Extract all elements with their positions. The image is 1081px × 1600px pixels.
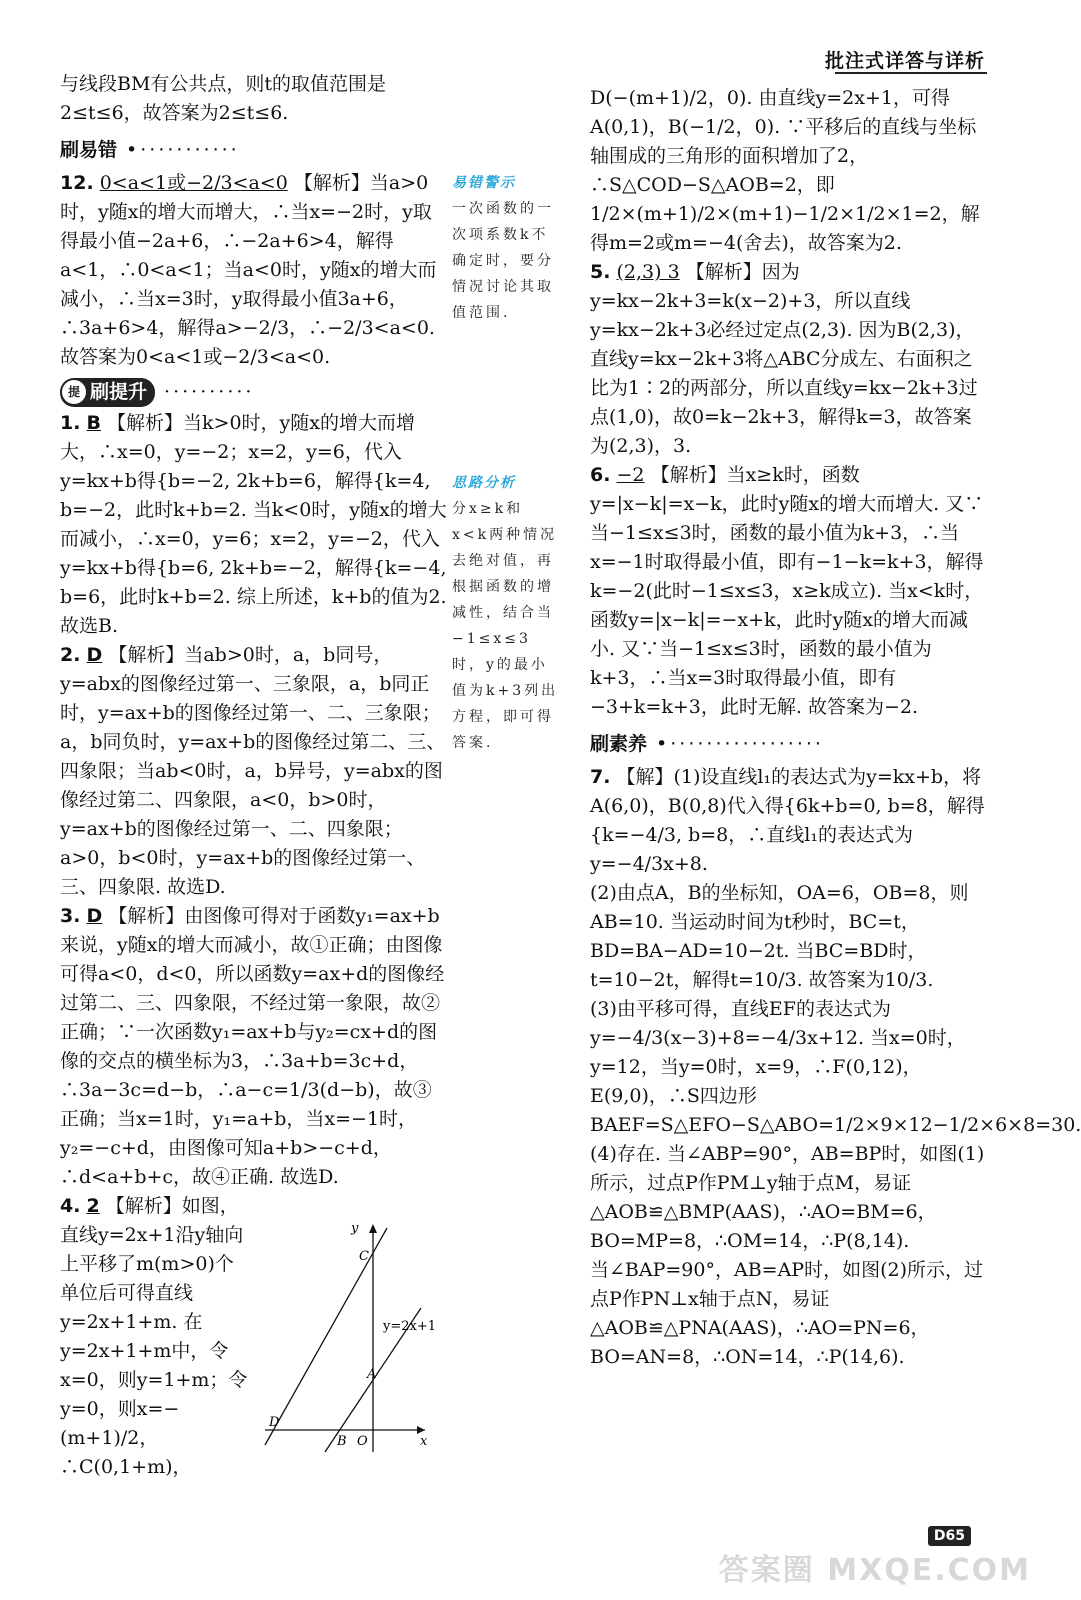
side-note-1-text: 一次函数的一次项系数k不确定时，要分情况讨论其取值范围.: [452, 201, 554, 321]
point-b-label: B: [337, 1434, 347, 1449]
q7-part-5: 当∠BAP=90°，AB=AP时，如图(2)所示，过点P作PN⊥x轴于点N，易证△AOB≌△PNA(AAS)，∴AO=PN=6，BO=AN=8，∴ON=14，∴P(14,6).: [590, 1259, 984, 1368]
q3-number: 3.: [60, 905, 81, 927]
point-d-label: D: [269, 1415, 280, 1430]
question-12: [60, 169, 450, 372]
q7-part-2: (2)由点A，B的坐标知，OA=6，OB=8，则AB=10. 当运动时间为t秒时，BC=t，BD=BA−AD=10−2t. 当BC=BD时，t=10−2t，解得t=10/3. 故答案为10/3.: [590, 882, 969, 991]
q1-number: 1.: [60, 412, 81, 434]
right-column: [590, 84, 1081, 1372]
q6-answer: −2: [616, 464, 645, 486]
side-note-analysis: [452, 470, 560, 756]
question-4: [60, 1192, 250, 1482]
q2-answer: D: [86, 644, 103, 666]
question-2: [60, 641, 450, 902]
section-improve-banner: [60, 378, 155, 407]
q2-solution: 【解析】当ab>0时，a，b同号，y=abx的图像经过第一、三象限，a，b同正时，y=ax+b的图像经过第一、二、三象限；a，b同负时，y=ax+b的图像经过第二、三、四象限；当ab<0时，a，b异号，y=abx的图像经过第二、四象限，a<0，b>0时，y=ax+b的图像经过第一、二、四象限；a>0，b<0时，y=ax+b的图像经过第一、三、四象限. 故选D.: [60, 644, 446, 898]
q12-answer: 0<a<1或−2/3<a<0: [99, 172, 288, 194]
x-axis-arrow: [417, 1426, 425, 1434]
q2-number: 2.: [60, 644, 81, 666]
section-literacy: 刷素养 •·················: [590, 733, 824, 755]
q5-number: 5.: [590, 261, 611, 283]
header-divider: [835, 72, 987, 74]
y-axis-label: y: [351, 1221, 359, 1236]
origin-label: O: [357, 1434, 368, 1449]
line-equation-label: y=2x+1: [383, 1319, 437, 1334]
q4-answer: 2: [86, 1195, 100, 1217]
page-number: D65: [928, 1526, 971, 1546]
q5-answer: (2,3) 3: [616, 261, 680, 283]
q1-solution: 【解析】当k>0时，y随x的增大而增大，∴x=0，y=−2；x=2，y=6，代入y=kx+b得{b=−2, 2k+b=6，解得{k=4, b=−2，此时k+b=2. 当k<0时，y随x的增大而减小，∴x=0，y=6；x=2，y=−2，代入y=kx+b得{b=6, 2k+b=−2，解得{k=−4, b=6，此时k+b=2. 综上所述，k+b的值为2. 故选B.: [60, 412, 447, 637]
q4-continued: D(−(m+1)/2，0). 由直线y=2x+1，可得A(0,1)，B(−1/2，0). ∵平移后的直线与坐标轴围成的三角形的面积增加了2，∴S△COD−S△AOB=2，即1/2×(m+1)/2×(m+1)−1/2×1/2×1=2，解得m=2或m=−4(舍去)，故答案为2.: [590, 87, 980, 254]
page-header-title: 批注式详答与详析: [824, 50, 985, 72]
side-note-2-title: 思路分析: [452, 475, 516, 491]
q7-part-1: 【解】(1)设直线l₁的表达式为y=kx+b，将A(6,0)，B(0,8)代入得{6k+b=0, b=8，解得{k=−4/3, b=8，∴直线l₁的表达式为y=−4/3x+8.: [590, 766, 985, 875]
q5-solution: 【解析】因为y=kx−2k+3=k(x−2)+3，所以直线y=kx−2k+3必经过定点(2,3). 因为B(2,3)，直线y=kx−2k+3将△ABC分成左、右面积之比为1∶2的两部分，所以直线y=kx−2k+3过点(1,0)，故0=k−2k+3，解得k=3，故答案为(2,3)，3.: [590, 261, 978, 457]
banner-label: 刷提升: [90, 381, 148, 403]
q7-number: 7.: [590, 766, 611, 788]
q12-solution: 【解析】当a>0时，y随x的增大而增大，∴当x=−2时，y取得最小值−2a+6，∴−2a+6>4，解得a<1，∴0<a<1；当a<0时，y随x的增大而减小，∴当x=3时，y取得最小值3a+6，∴3a+6>4，解得a>−2/3，∴−2/3<a<0. 故答案为0<a<1或−2/3<a<0.: [60, 172, 437, 368]
q1-answer: B: [86, 412, 101, 434]
line-graph-figure: [255, 1220, 437, 1455]
section-easy-error: 刷易错 •···········: [60, 139, 240, 161]
q7-part-4: (4)存在. 当∠ABP=90°，AB=BP时，如图(1)所示，过点P作PM⊥y轴于点M，易证△AOB≌△BMP(AAS)，∴AO=BM=6，BO=MP=8，∴OM=14，∴P(8,14).: [590, 1143, 985, 1252]
q3-solution: 【解析】由图像可得对于函数y₁=ax+b来说，y随x的增大而减小，故①正确；由图像可得a<0，d<0，所以函数y=ax+d的图像经过第二、三、四象限，不经过第一象限，故②正确；∵一次函数y₁=ax+b与y₂=cx+d的图像的交点的横坐标为3，∴3a+b=3c+d，∴3a−3c=d−b，∴a−c=1/3(d−b)，故③正确；当x=1时，y₁=a+b，当x=−1时，y₂=−c+d，由图像可知a+b>−c+d，∴d<a+b+c，故④正确. 故选D.: [60, 905, 445, 1188]
section-literacy-label: 刷素养: [590, 733, 648, 755]
left-column: 与线段BM有公共点，则t的取值范围是2≤t≤6，故答案为2≤t≤6. 刷易错 •··········· 12. 0<a<1或−2/3<a<0 【解析】当a>0时，y随x的增大而增大，∴当x=−2时，y取得最小值−2a+6，∴−2a+6>4，解得a<1，∴0<a<1；当a<0时，y随x的增大而减小，∴当x=3时，y取得最小值3a+6，∴3a+6>4，解得a>−2/3，∴−2/3<a<0. 故答案为0<a<1或−2/3<a<0. 提 刷提升 ·········· 1. B 【解析】当k>0时，y随x的增大而增大，∴x=0，y=−2；x=2，y=6，代入y=kx+b得{b=−2, 2k+b=6，解得{k=4, b=−2，此时k+b=2. 当k<0时，y随x的增大而减小，∴x=0，y=6；x=2，y=−2，代入y=kx+b得{b=6, 2k+b=−2，解得{k=−4, b=6，此时k+b=2. 综上所述，k+b的值为2. 故选B. 2. D 【解析】当ab>0时，a，b同号，y=abx的图像经过第一、三象限，a，b同正时，y=ax+b的图像经过第一、二、三象限；a，b同负时，y=ax+b的图像经过第二、三、四象限；当ab<0时，a，b异号，y=abx的图像经过第二、四象限，a<0，b>0时，y=ax+b的图像经过第一、二、四象限；a>0，b<0时，y=ax+b的图像经过第一、三、四象限. 故选D. 3. D 【解析】由图像可得对于函数y₁=ax+b来说，y随x的增大而减小，故①正确；由图像可得a<0，d<0，所以函数y=ax+d的图像经过第二、三、四象限，不经过第一象限，故②正确；∵一次函数y₁=ax+b与y₂=cx+d的图像的交点的横坐标为3，∴3a+b=3c+d，∴3a−3c=d−b，∴a−c=1/3(d−b)，故③正确；当x=1时，y₁=a+b，当x=−1时，y₂=−c+d，由图像可知a+b>−c+d，∴d<a+b+c，故④正确. 故选D. 4. 2 【解析】如图，直线y=2x+1沿y轴向上平移了m(m>0)个单位后可得直线y=2x+1+m. 在y=2x+1+m中，令x=0，则y=1+m；令y=0，则x=−(m+1)/2，∴C(0,1+m)，: [60, 70, 450, 1482]
q6-number: 6.: [590, 464, 611, 486]
side-note-error-warning: [452, 170, 560, 326]
q4-number: 4.: [60, 1195, 81, 1217]
side-note-2-text: 分x≥k和x<k两种情况去绝对值，再根据函数的增减性，结合当−1≤x≤3时，y的最小值为k+3列出方程，即可得答案.: [452, 501, 559, 751]
side-note-1-title: 易错警示: [452, 175, 516, 191]
q3-answer: D: [86, 905, 103, 927]
question-6: [590, 461, 985, 722]
banner-badge-icon: 提: [62, 380, 86, 404]
question-5: [590, 258, 985, 461]
y-axis-arrow: [369, 1224, 377, 1233]
question-7: [590, 763, 985, 879]
section-easy-error-label: 刷易错: [60, 139, 118, 161]
q12-number: 12.: [60, 172, 94, 194]
q7-part-3: (3)由平移可得，直线EF的表达式为y=−4/3(x−3)+8=−4/3x+12. 当x=0时，y=12，当y=0时，x=9，∴F(0,12)，E(9,0)，∴S四边形BAEF=S△EFO−S△ABO=1/2×9×12−1/2×6×8=30.: [590, 998, 1081, 1136]
watermark-logo: 答案圈 MXQE.COM: [718, 1553, 1031, 1588]
q4-solution: 【解析】如图，直线y=2x+1沿y轴向上平移了m(m>0)个单位后可得直线y=2x+1+m. 在y=2x+1+m中，令x=0，则y=1+m；令y=0，则x=−(m+1)/2，∴C(0,1+m)，: [60, 1195, 248, 1478]
point-a-label: A: [367, 1367, 377, 1382]
question-1: [60, 409, 450, 641]
q6-solution: 【解析】当x≥k时，函数y=|x−k|=x−k，此时y随x的增大而增大. 又∵当−1≤x≤3时，函数的最小值为k+3，∴当x=−1时取得最小值，即有−1−k=k+3，解得k=−2(此时−1≤x≤3，x≥k成立). 当x<k时，函数y=|x−k|=−x+k，此时y随x的增大而减小. 又∵当−1≤x≤3时，函数的最小值为k+3，∴当x=3时取得最小值，即有−3+k=k+3，此时无解. 故答案为−2.: [590, 464, 984, 718]
point-c-label: C: [359, 1249, 369, 1264]
question-3: [60, 902, 450, 1192]
intro-text: 与线段BM有公共点，则t的取值范围是2≤t≤6，故答案为2≤t≤6.: [60, 73, 387, 124]
x-axis-label: x: [420, 1434, 428, 1449]
